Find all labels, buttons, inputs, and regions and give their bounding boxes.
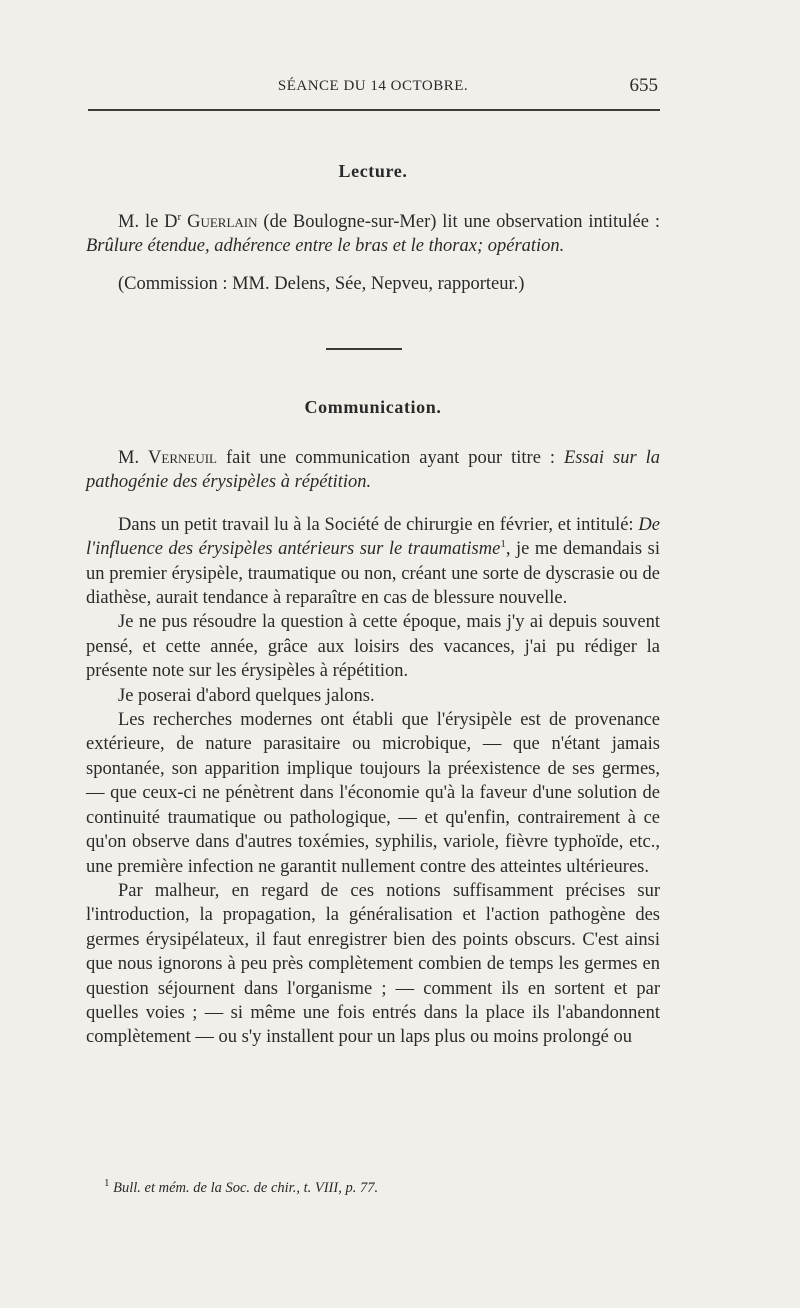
lecture-text: (de Boulogne-sur-Mer) lit une observation intitulée : — [257, 212, 660, 232]
communication-text: fait une communication ayant pour titre : — [217, 448, 564, 468]
commission-paragraph: (Commission : MM. Delens, Sée, Nepveu, rapporteur.) — [118, 273, 525, 294]
section-separator — [326, 348, 402, 350]
body-paragraph: Par malheur, en regard de ces notions suffisamment précises sur l'introduction, la propagation, la généralisation et l'action pathogène des germes érysipélateux, il faut enregistrer bien des points obscurs. C'est ainsi que nous ignorons à peu près complètement combien de temps les germes en question séjournent dans l'organisme ; — comment ils en sortent et par quelles voies ; — si même une fois entrés dans la place ils l'abandonnent complètement — ou s'y installent pour un laps plus ou moins prolongé ou — [86, 880, 660, 1048]
doctor-superscript: r — [177, 210, 182, 223]
cited-title: De l'influence des érysipèles antérieurs sur le traumatisme — [86, 514, 660, 560]
author-name: Verneuil — [148, 448, 217, 468]
body-paragraph: Je poserai d'abord quelques jalons. — [118, 685, 375, 706]
author-name: Guerlain — [187, 212, 258, 232]
body-paragraph — [86, 513, 660, 611]
lecture-text: M. le D — [118, 212, 178, 232]
communication-body — [86, 446, 660, 1050]
footnote-text: Bull. et mém. de la Soc. de chir., t. VIII, p. 77. — [113, 1180, 379, 1196]
communication-intro — [86, 446, 660, 495]
lecture-body — [86, 210, 660, 296]
lecture-paragraph — [86, 210, 660, 259]
body-text: , je me demandais si un premier érysipèle, traumatique ou non, créant une sorte de dyscrasie ou de diathèse, aurait tendance à reparaître en cas de blessure nouvelle. — [86, 539, 660, 609]
observation-title: Brûlure étendue, adhérence entre le bras et le thorax; opération. — [86, 236, 565, 257]
running-head — [86, 74, 660, 100]
communication-text: M. — [118, 448, 149, 468]
body-paragraph: Je ne pus résoudre la question à cette époque, mais j'y ai depuis souvent pensé, et cette année, grâce aux loisirs des vacances, j'ai pu rédiger la présente note sur les érysipèles à répétition. — [86, 612, 660, 682]
header-rule — [88, 109, 660, 111]
footnote-reference: 1 — [500, 538, 506, 551]
running-title: SÉANCE DU 14 OCTOBRE. — [277, 78, 469, 94]
section-heading-lecture: Lecture. — [338, 161, 408, 181]
footnote-marker: 1 — [104, 1177, 110, 1190]
footnote — [86, 1178, 660, 1198]
body-text: Dans un petit travail lu à la Société de chirurgie en février, et intitulé: — [118, 514, 639, 535]
page-number: 655 — [629, 75, 658, 96]
communication-title: Essai sur la pathogénie des érysipèles à répétition. — [86, 448, 660, 493]
section-heading-communication: Communication. — [304, 397, 442, 417]
body-paragraph: Les recherches modernes ont établi que l'érysipèle est de provenance extérieure, de nature parasitaire ou microbique, — que n'étant jamais spontanée, son apparition implique toujours la préexistence de ses germes, — que ceux-ci ne pénètrent dans l'économie qu'à la faveur d'une solution de continuité traumatique ou pathologique, — et qu'enfin, contrairement à ce qu'on observe dans d'autres toxémies, syphilis, variole, fièvre typhoïde, etc., une première infection ne garantit nullement contre des atteintes ultérieures. — [86, 710, 660, 877]
